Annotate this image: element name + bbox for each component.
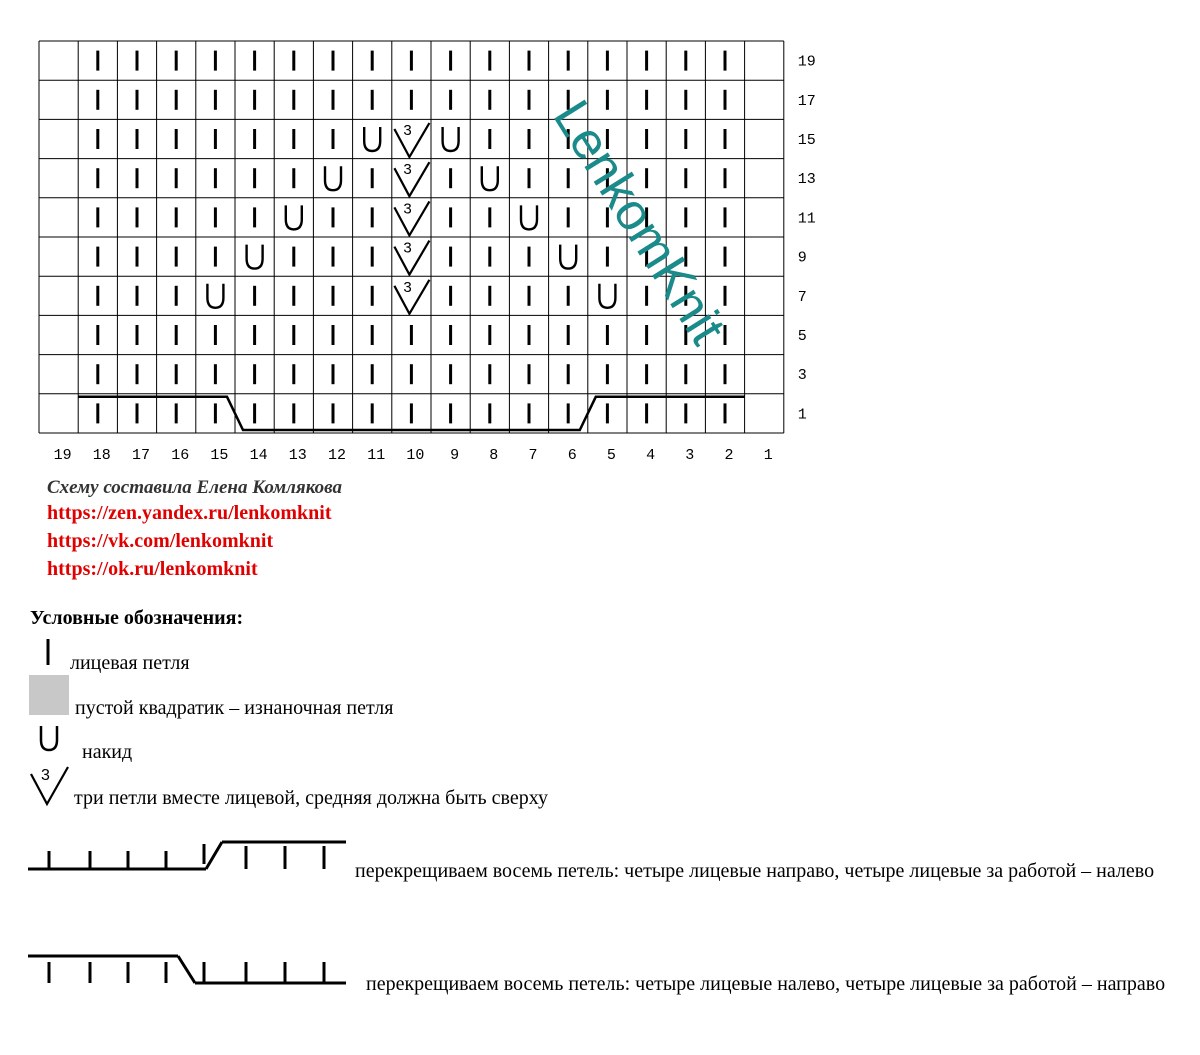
row-number: 7: [797, 288, 807, 306]
link-zen[interactable]: https://zen.yandex.ru/lenkomknit: [47, 502, 332, 524]
row-number: 11: [797, 210, 816, 228]
column-number: 11: [367, 447, 386, 464]
row-numbers: [798, 54, 816, 424]
yarn-over-symbol: [286, 205, 302, 229]
column-number: 2: [724, 447, 734, 464]
k3tog-symbol: [394, 123, 429, 157]
purl-square-icon: [29, 675, 69, 715]
column-number: 1: [763, 447, 773, 464]
watermark: LenkomKnit: [541, 90, 737, 355]
k3tog-symbol-number: 3: [403, 278, 412, 296]
column-number: 9: [450, 447, 460, 464]
legend-purl: пустой квадратик – изнаночная петля: [75, 697, 394, 719]
legend-k3tog: три петли вместе лицевой, средняя должна быть сверху: [74, 787, 548, 809]
column-number: 15: [210, 447, 229, 464]
yarn-over-symbol: [521, 205, 537, 229]
column-numbers: [54, 447, 773, 464]
column-number: 10: [406, 447, 425, 464]
legend-cable-right: перекрещиваем восемь петель: четыре лицевые направо, четыре лицевые за работой – налево: [355, 860, 1155, 882]
row-number: 1: [797, 406, 807, 424]
yarn-over-symbol: [364, 127, 380, 151]
column-number: 4: [646, 447, 656, 464]
yarn-over-symbol: [247, 245, 263, 269]
column-number: 6: [567, 447, 577, 464]
link-ok[interactable]: https://ok.ru/lenkomknit: [47, 558, 258, 580]
yarn-over-icon: [34, 722, 64, 756]
k3tog-symbol: [394, 241, 429, 275]
legend-cable-left: перекрещиваем восемь петель: четыре лицевые налево, четыре лицевые за работой – направо: [366, 973, 1166, 995]
k3tog-symbol: [394, 162, 429, 196]
yarn-over-symbol: [599, 284, 615, 308]
yarn-over-symbol: [443, 127, 459, 151]
k3tog-symbol-number: 3: [403, 239, 412, 257]
row-number: 17: [797, 92, 816, 110]
column-number: 14: [249, 447, 268, 464]
k3tog-symbol-number: 3: [403, 122, 412, 139]
column-number: 13: [288, 447, 307, 464]
column-number: 5: [606, 447, 616, 464]
k3tog-symbol-number: 3: [403, 200, 412, 218]
row-number: 9: [797, 249, 807, 267]
yarn-over-symbol: [560, 245, 576, 269]
knit-three-together-icon: [28, 762, 74, 808]
column-number: 19: [53, 447, 72, 464]
legend-yarn-over: накид: [82, 741, 133, 763]
k3tog-number: 3: [41, 767, 50, 784]
column-number: 8: [489, 447, 499, 464]
row-number: 13: [797, 171, 816, 189]
k3tog-symbol-number: 3: [403, 161, 412, 179]
knit-stitch-icon: [38, 637, 58, 671]
legend-title: Условные обозначения:: [30, 607, 244, 629]
column-number: 7: [528, 447, 538, 464]
yarn-over-symbol: [482, 166, 498, 190]
row-number: 5: [797, 328, 807, 345]
k3tog-symbol: [394, 280, 429, 314]
column-number: 12: [327, 447, 347, 464]
legend-knit: лицевая петля: [70, 652, 190, 674]
row-number: 15: [797, 132, 816, 149]
knitting-chart: [0, 0, 1200, 470]
row-number: 19: [797, 53, 816, 71]
yarn-over-symbol: [207, 284, 223, 308]
yarn-over-symbol: [325, 166, 341, 190]
row-number: 3: [797, 367, 807, 385]
chart-credit: Схему составила Елена Комлякова: [47, 477, 342, 498]
column-number: 17: [131, 447, 151, 464]
column-number: 16: [171, 447, 190, 464]
link-vk[interactable]: https://vk.com/lenkomknit: [47, 530, 274, 552]
column-number: 3: [685, 447, 695, 464]
column-number: 18: [92, 447, 111, 464]
k3tog-symbol: [394, 201, 429, 235]
